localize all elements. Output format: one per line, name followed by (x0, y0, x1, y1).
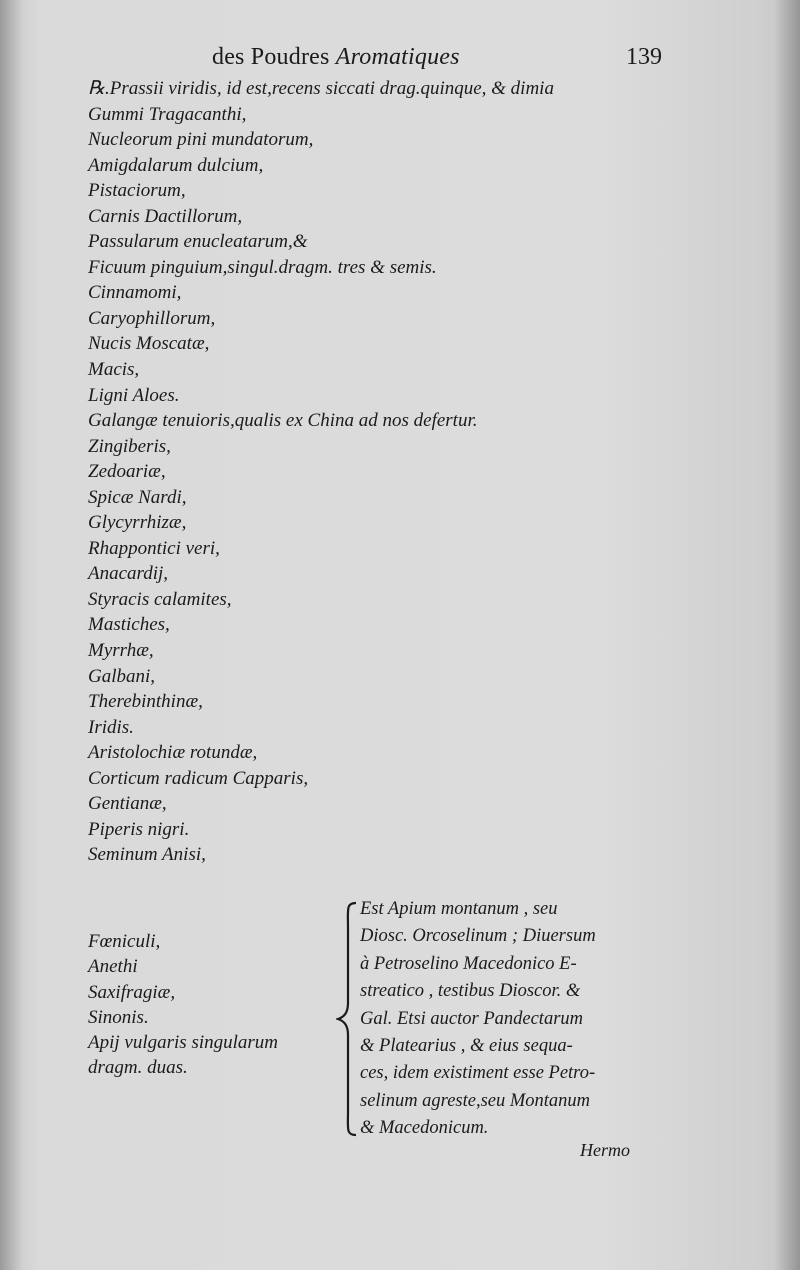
ingredient-line: Rhappontici veri, (88, 537, 220, 559)
annotation-line: streatico , testibus Dioscor. & (360, 981, 581, 1002)
ingredient-line: Seminum Anisi, (88, 844, 206, 866)
seed-line: dragm. duas. (88, 1057, 188, 1079)
ingredient-line: Zingiberis, (88, 435, 171, 457)
ingredient-line: Ficuum pinguium,singul.dragm. tres & semis. (88, 256, 437, 278)
ingredient-line: Macis, (88, 359, 140, 381)
seed-line: Sinonis. (88, 1006, 149, 1028)
ingredient-line: Gummi Tragacanthi, (88, 103, 247, 125)
ingredient-line: Anacardij, (88, 563, 169, 585)
ingredient-line: Mastiches, (88, 614, 170, 636)
seed-line: Anethi (88, 956, 138, 978)
ingredient-line: Galbani, (88, 665, 156, 687)
seed-line: Saxifragiæ, (88, 981, 176, 1003)
ingredient-line: Aristolochiæ rotundæ, (88, 742, 258, 764)
ingredient-line: Spicæ Nardi, (88, 486, 187, 508)
annotation-line: & Macedonicum. (360, 1118, 489, 1139)
seed-line: Fœniculi, (88, 931, 161, 952)
ingredient-line: Styracis calamites, (88, 588, 232, 610)
recipe-ingredient-list (88, 76, 688, 868)
ingredient-line: Iridis. (88, 716, 134, 738)
ingredient-line: Piperis nigri. (88, 818, 190, 840)
ingredient-line: Nucis Moscatæ, (88, 333, 210, 355)
ingredient-line: Zedoariæ, (88, 461, 166, 483)
ingredient-line: Ligni Aloes. (88, 384, 180, 406)
annotation-line: Est Apium montanum , seu (360, 899, 558, 919)
seed-line: Apij vulgaris singularum (88, 1032, 279, 1054)
marginal-annotation (360, 896, 652, 1143)
ingredient-line: Nucleorum pini mundatorum, (88, 129, 314, 151)
curly-brace-icon (336, 899, 360, 1139)
ingredient-line: ℞.Prassii viridis, id est,recens siccati drag.quinque, & dimia (88, 78, 554, 99)
ingredient-line: Passularum enucleatarum,& (88, 231, 308, 253)
running-title-italic: Aromatiques (335, 44, 460, 70)
annotation-line: Diosc. Orcoselinum ; Diuersum (360, 926, 596, 947)
ingredient-line: Therebinthinæ, (88, 691, 203, 713)
annotation-line: ces, idem existiment esse Petro- (360, 1063, 596, 1084)
catchword: Hermo (580, 1140, 630, 1160)
seed-ingredient-list (88, 929, 338, 1081)
ingredient-line: Amigdalarum dulcium, (88, 154, 264, 176)
ingredient-line: Corticum radicum Capparis, (88, 767, 309, 789)
annotation-line: à Petroselino Macedonico E- (360, 953, 577, 974)
running-header (212, 44, 672, 80)
ingredient-line: Gentianæ, (88, 793, 167, 815)
ingredient-line: Pistaciorum, (88, 180, 186, 202)
page-gutter (0, 0, 22, 1270)
annotation-line: Gal. Etsi auctor Pandectarum (360, 1008, 584, 1029)
running-title-plain: des Poudres (212, 44, 336, 70)
annotation-line: selinum agreste,seu Montanum (360, 1090, 591, 1111)
ingredient-line: Caryophillorum, (88, 307, 216, 329)
annotation-line: & Platearius , & eius sequa- (360, 1035, 573, 1056)
page-number: 139 (626, 44, 662, 70)
ingredient-line: Cinnamomi, (88, 282, 182, 304)
ingredient-line: Carnis Dactillorum, (88, 205, 243, 227)
page-edge-shadow (774, 0, 800, 1270)
ingredient-line: Galangæ tenuioris,qualis ex China ad nos defertur. (88, 410, 478, 432)
ingredient-line: Glycyrrhizæ, (88, 512, 187, 534)
running-title (212, 44, 460, 71)
ingredient-line: Myrrhæ, (88, 640, 154, 662)
